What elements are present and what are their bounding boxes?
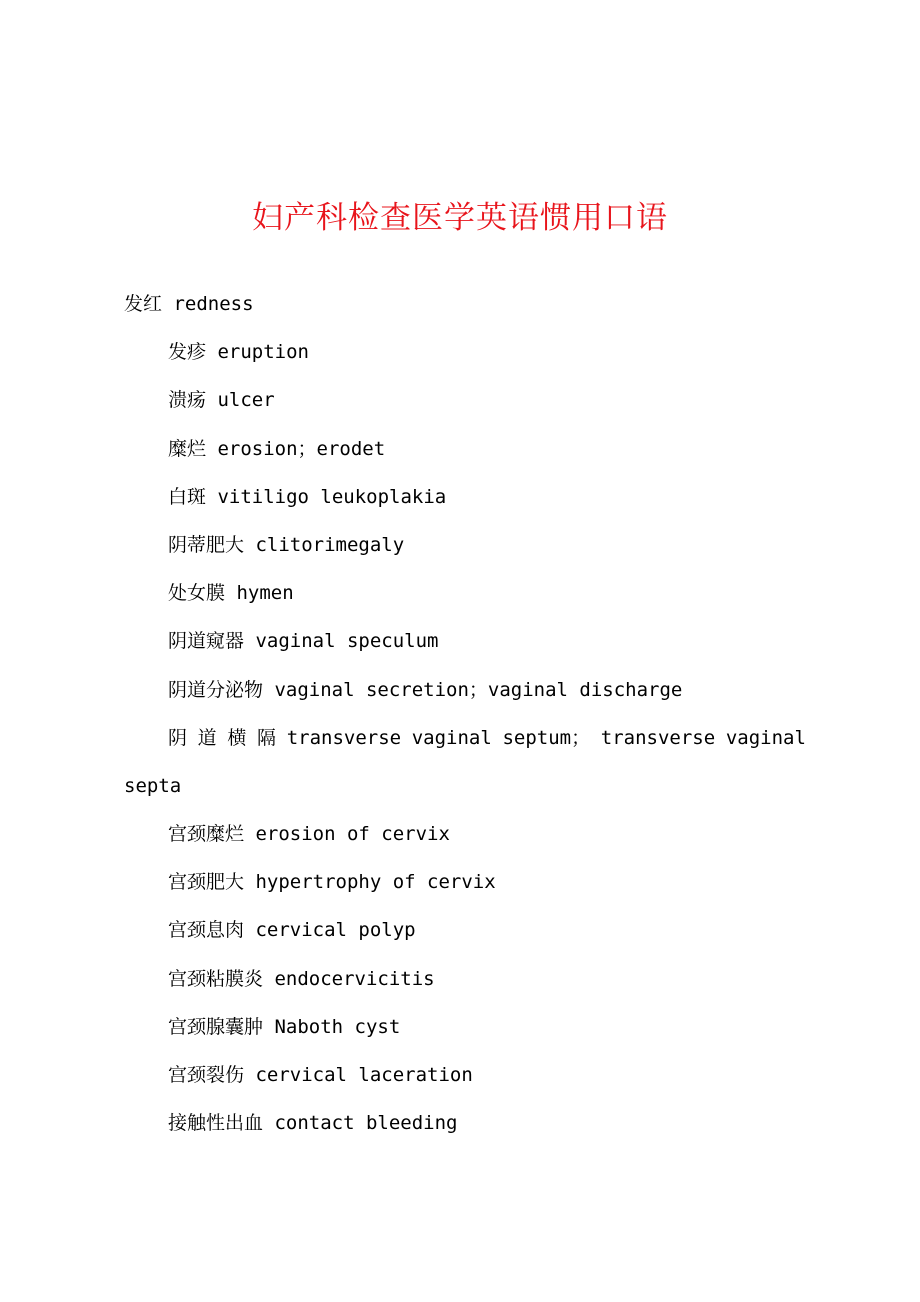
list-item: 宫颈裂伤 cervical laceration (168, 1064, 473, 1086)
list-item: 宫颈肥大 hypertrophy of cervix (168, 871, 496, 894)
list-item: 溃疡 ulcer (168, 389, 275, 412)
list-item: 宫颈腺囊肿 Naboth cyst (168, 1015, 401, 1038)
word: transverse (286, 726, 402, 749)
word: septum； (502, 726, 591, 749)
list-item: 糜烂 erosion；erodet (168, 437, 386, 460)
list-item: 阴道窥器 vaginal speculum (168, 630, 439, 653)
list-item-continuation: septa (124, 774, 182, 797)
word: 道 (197, 726, 217, 749)
list-item: 宫颈糜烂 erosion of cervix (168, 823, 450, 846)
word: 横 (227, 726, 247, 749)
list-item: 发疹 eruption (168, 341, 309, 364)
list-item: 处女膜 hymen (168, 582, 294, 605)
list-item: 宫颈息肉 cervical polyp (168, 919, 416, 942)
word: transverse (600, 726, 716, 749)
word: 阴 (168, 726, 188, 749)
list-item: 白斑 vitiligo leukoplakia (168, 485, 447, 508)
page-title: 妇产科检查医学英语惯用口语 (252, 200, 668, 236)
glossary-list (124, 280, 806, 1147)
list-item: 发红 redness (124, 293, 254, 315)
list-item: 宫颈粘膜炎 endocervicitis (168, 967, 435, 990)
word: 隔 (257, 726, 277, 749)
list-item: 接触性出血 contact bleeding (168, 1112, 458, 1135)
word: vaginal (725, 726, 806, 749)
word: vaginal (411, 726, 492, 749)
list-item: 阴蒂肥大 clitorimegaly (168, 533, 405, 556)
list-item: 阴道分泌物 vaginal secretion；vaginal discharge (168, 678, 683, 701)
list-item-justified (124, 714, 806, 762)
